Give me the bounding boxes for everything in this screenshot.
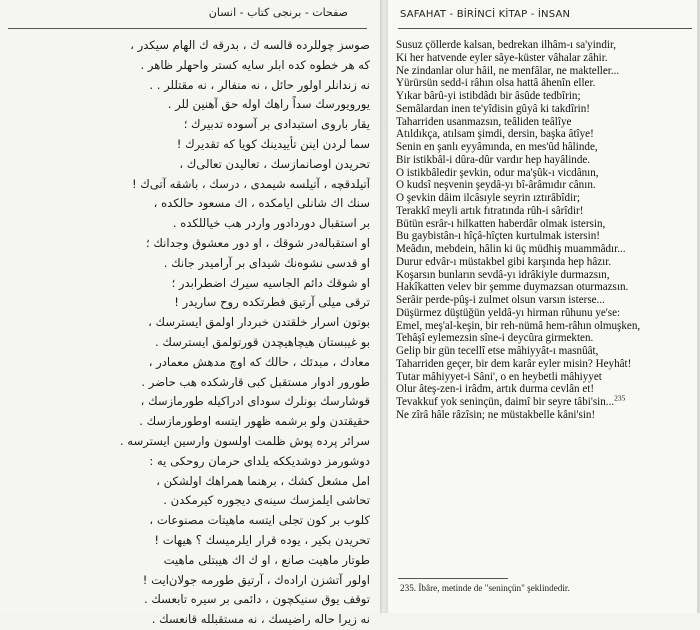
left-page-header: صفحات - برنجی کتاب - انسان: [208, 6, 348, 19]
poem-line-text: Semâlardan inen te'yîdisin gûyâ ki takdîrin!: [396, 102, 590, 115]
right-header-rule: [398, 28, 692, 29]
right-page: [388, 0, 700, 613]
ottoman-line: نه زندانلر اولور حائل ، نه منفالر ، نه مقتللر . .: [149, 77, 370, 92]
turkish-poem-text: [396, 39, 696, 422]
poem-line-text: Durur edvâr-ı müstakbel gibi karşında hep hâzır.: [396, 255, 612, 268]
poem-line-text: Tutar mâhiyyet-i Sâni', o en heybetli mâhiyyet: [396, 370, 602, 383]
ottoman-line: قوشارسك بونلرك سوداى ادراكيله طورمازسك ،: [140, 394, 370, 409]
ottoman-line: ترقى ميلى آرتيق فطرتكده روح ساريدر !: [174, 295, 370, 310]
poem-line: [396, 256, 696, 269]
ottoman-line: بوتون اسرار خلقتدن خبردار اولمق ايسترسك ،: [148, 315, 370, 330]
poem-line: [396, 393, 696, 409]
ottoman-line: سما لردن اينن تأييدينك كويا كه تقديرك !: [176, 136, 370, 151]
poem-line-text: Yürürsün sedd-i râhın olsa hattâ âhenîn eller.: [396, 77, 596, 90]
ottoman-line: آتيلدقچه ، آتيلسه شيمدى ، درسك ، باشقه آتى‌ك !: [131, 176, 370, 191]
poem-line-text: Ne zîrâ hâle râzîsin; ne müstakbelle kâni'sin!: [396, 408, 596, 421]
poem-line: [396, 294, 696, 307]
poem-line: [396, 307, 696, 320]
poem-line-text: Ne zindanlar olur hâil, ne menfâlar, ne makteller...: [396, 64, 620, 77]
poem-line-text: O istikbâledir şevkin, odur ma'şûk-ı vicdânın,: [396, 166, 599, 179]
poem-line: [396, 167, 696, 180]
poem-line-text: Emel, meş'al-keşin, bir reh-nümâ hem-râhın olmuşken,: [396, 319, 641, 332]
poem-line-text: Yıkar bârû-yi istibdâdı bir âsûde tedbîrin;: [396, 90, 581, 102]
poem-line-text: Tevakkuf yok senin​çün, daimî bir seyre tâbi'sin...: [396, 396, 615, 408]
ottoman-line: تحريدن اوصانمازسك ، تعاليدن تعالى‌ك ،: [179, 156, 370, 171]
ottoman-line: دوشورمز دوشديككه يلداى حرمان روحكى يه :: [149, 453, 370, 468]
ottoman-line: صوسز چوللرده قالسه ك ، بدرقه ك الهام سيكدر ،: [130, 38, 370, 52]
poem-line: [396, 269, 696, 282]
footnote: 235. İbâre, metinde de "seninçün" şeklindedir.: [400, 583, 570, 593]
poem-line-text: O şevkin dâim ilcâsıyle seyrin ıztırâbîdir;: [396, 192, 580, 204]
poem-line-text: Susuz çöllerde kalsan, bedrekan ilhâm-ı sa'yindir,: [396, 39, 616, 51]
ottoman-line: توقف يوق سنيكچون ، دائمى بر سيره تابعسك .: [144, 592, 370, 607]
ottoman-line: يقار باروى استبدادى بر آسوده تدبيرك ؛: [183, 117, 370, 132]
poem-line-text: Ki her hatvende eyler sâye-küster vâhalar zâhir.: [396, 51, 608, 64]
poem-line-text: Bu gaybistân-ı hîçâ-hîçten kurtulmak istersin!: [396, 230, 600, 243]
poem-line-text: Bütün esrâr-ı hilkatten haberdâr olmak istersin,: [396, 217, 606, 230]
ottoman-line: او استقباله‌در شوقك ، او دور معشوق وجدانك ؛: [146, 235, 370, 250]
ottoman-line: طورور ادوار مستقبل كبى قارشكده هب حاضر .: [141, 374, 370, 389]
ottoman-line: حقيقتدن ولو برشمه ظهور ايتسه اوطورمازسك .: [139, 414, 370, 429]
ottoman-line: سرائر پرده پوش ظلمت اولسون وارسين ايسترسه .: [119, 433, 370, 448]
poem-line-text: Atıldıkça, atılsam şimdi, dersin, başka âtîye!: [396, 128, 594, 141]
ottoman-line: نه زيرا حاله راضيسك ، نه مستقبلله قانعسك .: [151, 612, 370, 627]
ottoman-line: تحريدن بكير ، يوده قرار ايلرميسك ؟ هيهات !: [154, 532, 370, 547]
poem-line: [396, 128, 696, 141]
poem-line-text: Gelip bir gün tecellî etse mâhiyyât-ı masnûât,: [396, 345, 599, 357]
poem-line: [396, 205, 696, 218]
poem-line: [396, 230, 696, 243]
ottoman-line: بر استقبال دوردادور واردر هب خياللكده .: [172, 216, 370, 231]
ottoman-line: امل مشعل كشك ، برهنما همراهك اولشكن ،: [156, 473, 370, 488]
poem-line: [396, 52, 696, 65]
ottoman-line: تحاشى ايلمزسك سينه‌ى ديجوره كيرمكدن .: [163, 493, 370, 508]
poem-line-text: Meâdın, mebdein, hâlin ki üç müdhiş muammâdır...: [396, 243, 626, 255]
ottoman-line: كه هر خطوه كده ابلر سايه كستر واحهلر ظاهر .: [140, 57, 370, 72]
ottoman-line: طوتار ماهيت صانع ، او ك اك هيبتلى ماهيت: [163, 552, 370, 567]
ottoman-line: بو غيبستان هيچاهيچدن قورتولمق ايسترسك .: [154, 334, 370, 349]
poem-line: [396, 141, 696, 154]
poem-line: [396, 383, 696, 396]
poem-line: [396, 179, 696, 192]
poem-line: [396, 281, 696, 294]
poem-line-text: Tehâşî eylemezsin sîne-i deycûra girmekten.: [396, 332, 594, 345]
poem-line: [396, 116, 696, 129]
poem-line-text: Taharriden geçer, bir dem karâr eyler misin? Heyhât!: [396, 357, 632, 370]
poem-line: [396, 192, 696, 205]
poem-line-text: Hakîkatten velev bir şemme duymazsan oturmazsın.: [396, 281, 629, 294]
left-header-rule: [8, 28, 367, 29]
ottoman-line: اولور آتشزن اراده‌ك ، آرتيق طورمه جولان‌ايت !: [142, 572, 370, 587]
footnote-rule: [398, 578, 508, 579]
poem-line-text: Düşürmez düştüğün yeldâ-yı hirman rûhunu ye'se:: [396, 306, 621, 319]
poem-line: [396, 345, 696, 358]
ottoman-line: معادك ، مبدئك ، حالك كه اوچ مدهش معمادر ،: [148, 354, 370, 369]
right-page-header: SAFAHAT - BİRİNCİ KİTAP - İNSAN: [400, 9, 571, 20]
footnote-reference: 235: [614, 393, 626, 403]
ottoman-line: او شوقك دائم الجاسيه سيرك اضطرابدر ؛: [171, 275, 370, 290]
poem-line: [396, 409, 696, 422]
ottoman-poem-text: [10, 36, 370, 630]
poem-line: [396, 358, 696, 371]
poem-line: [396, 332, 696, 345]
poem-line: [396, 218, 696, 231]
ottoman-line: او قدسى نشوه‌نك شيداى بر آراميدر جانك .: [163, 255, 370, 270]
poem-line: [396, 154, 696, 167]
book-gutter: [380, 0, 388, 613]
poem-line: [396, 243, 696, 256]
poem-line: [396, 320, 696, 333]
poem-line-text: Koşarsın bunların sevdâ-yı idrâkiyle durmazsın,: [396, 268, 610, 281]
poem-line: [396, 103, 696, 116]
poem-line: [396, 90, 696, 103]
poem-line-text: Bir istikbâl-i dûra-dûr vardır hep hayâlinde.: [396, 153, 591, 166]
ottoman-line: يورويورسك سداً راهك اوله حق آهنين للر .: [167, 97, 370, 112]
poem-line: [396, 65, 696, 78]
poem-line: [396, 371, 696, 384]
ottoman-line: سنك اك شانلى ايامكده ، اك مسعود حالكده ،: [153, 196, 370, 211]
poem-line-text: Senin en şanlı eyyâmında, en mes'ûd hâlinde,: [396, 141, 598, 153]
ottoman-line: كلوب بر كون تجلى ايتسه ماهيتات مصنوعات ،: [149, 513, 370, 528]
poem-line-text: Serâir perde-pûş-i zulmet olsun varsın isterse...: [396, 294, 605, 306]
poem-line-text: Terakkî meyli artık fıtratında rûh-i sârîdir!: [396, 204, 584, 217]
poem-line: [396, 39, 696, 52]
poem-line-text: Taharriden usanmazsın, teâliden teâlîye: [396, 115, 572, 128]
poem-line-text: O kudsî neşvenin şeydâ-yı bî-ârâmıdır cânın.: [396, 179, 596, 192]
poem-line-text: Olur âteş-zen-i irâdm, artık durma cevlân et!: [396, 383, 595, 396]
poem-line: [396, 77, 696, 90]
